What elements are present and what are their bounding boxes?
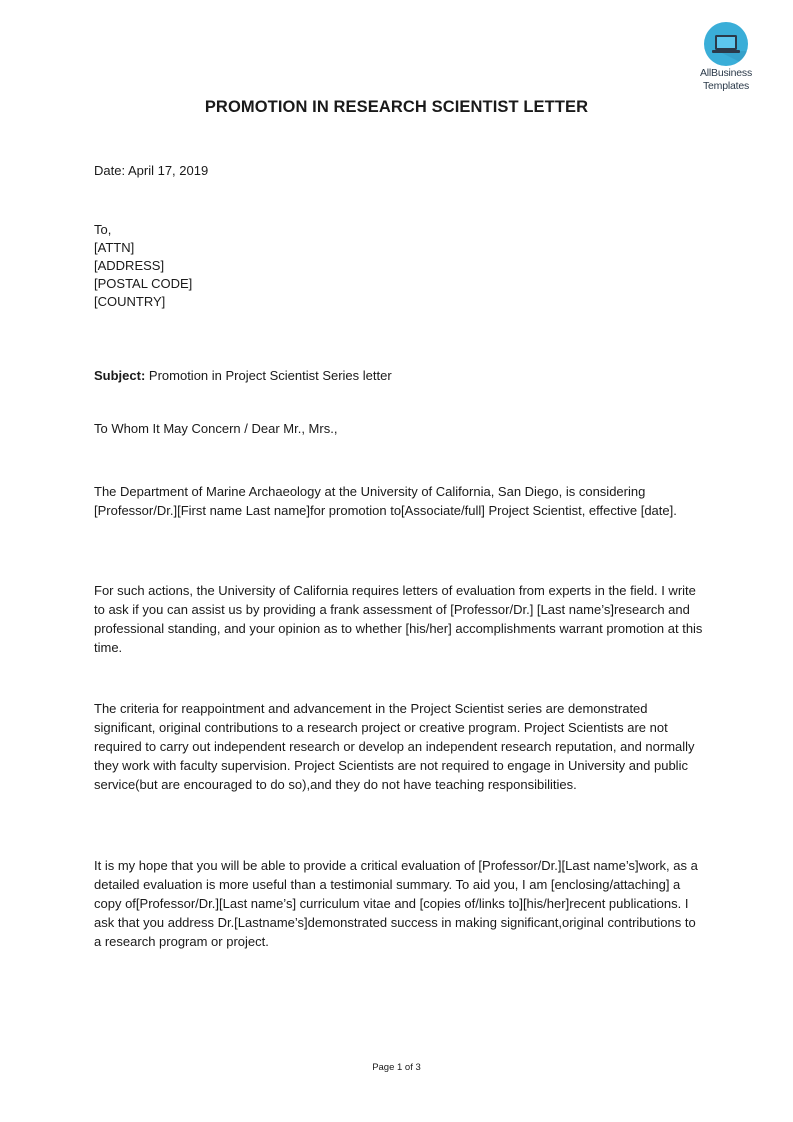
address-line: To, bbox=[94, 222, 112, 237]
subject-label: Subject: bbox=[94, 368, 146, 383]
letter-date: Date: April 17, 2019 bbox=[94, 163, 209, 178]
laptop-icon bbox=[704, 22, 748, 66]
address-line: [COUNTRY] bbox=[94, 294, 166, 309]
address-line: [POSTAL CODE] bbox=[94, 276, 193, 291]
page-number: Page 1 of 3 bbox=[372, 1062, 421, 1073]
recipient-address bbox=[94, 221, 192, 311]
logo-text-line2: Templates bbox=[702, 80, 750, 92]
subject-line bbox=[94, 366, 392, 385]
body-paragraph: The criteria for reappointment and advancement in the Project Scientist series are demonstrated significant, original contributions to a research project or creative program. Project Scientists are not required to carry out independent research or develop an independent research reputation, and normally they work with faculty supervision. Project Scientists are not required to engage in University and public service(but are encouraged to do so),and they do not have teaching responsibilities. bbox=[94, 701, 695, 792]
subject-text: Promotion in Project Scientist Series letter bbox=[145, 368, 392, 383]
document-title: PROMOTION IN RESEARCH SCIENTIST LETTER bbox=[204, 98, 589, 116]
body-paragraph: It is my hope that you will be able to provide a critical evaluation of [Professor/Dr.][Last name’s]work, as a detailed evaluation is more useful than a testimonial summary. To aid you, I am [enclosing/attaching] a copy of[Professor/Dr.][Last name’s] curriculum vitae and [copies of/links to][his/her]recent publications. I ask that you address Dr.[Lastname’s]demonstrated success in making significant,original contributions to a research program or project. bbox=[94, 858, 698, 949]
logo-text-line1: AllBusiness bbox=[699, 67, 753, 79]
salutation: To Whom It May Concern / Dear Mr., Mrs., bbox=[94, 421, 338, 436]
allbusiness-templates-logo[interactable] bbox=[690, 22, 762, 92]
body-paragraph: The Department of Marine Archaeology at the University of California, San Diego, is considering [Professor/Dr.][First name Last name]for promotion to[Associate/full] Project Scientist, effective [date]. bbox=[94, 484, 677, 518]
address-line: [ATTN] bbox=[94, 240, 135, 255]
address-line: [ADDRESS] bbox=[94, 258, 165, 273]
body-paragraph: For such actions, the University of California requires letters of evaluation from experts in the field. I write to ask if you can assist us by providing a frank assessment of [Professor/Dr.] [Last name’s]research and professional standing, and your opinion as to whether [his/her] accomplishments warrant promotion at this time. bbox=[94, 583, 703, 655]
